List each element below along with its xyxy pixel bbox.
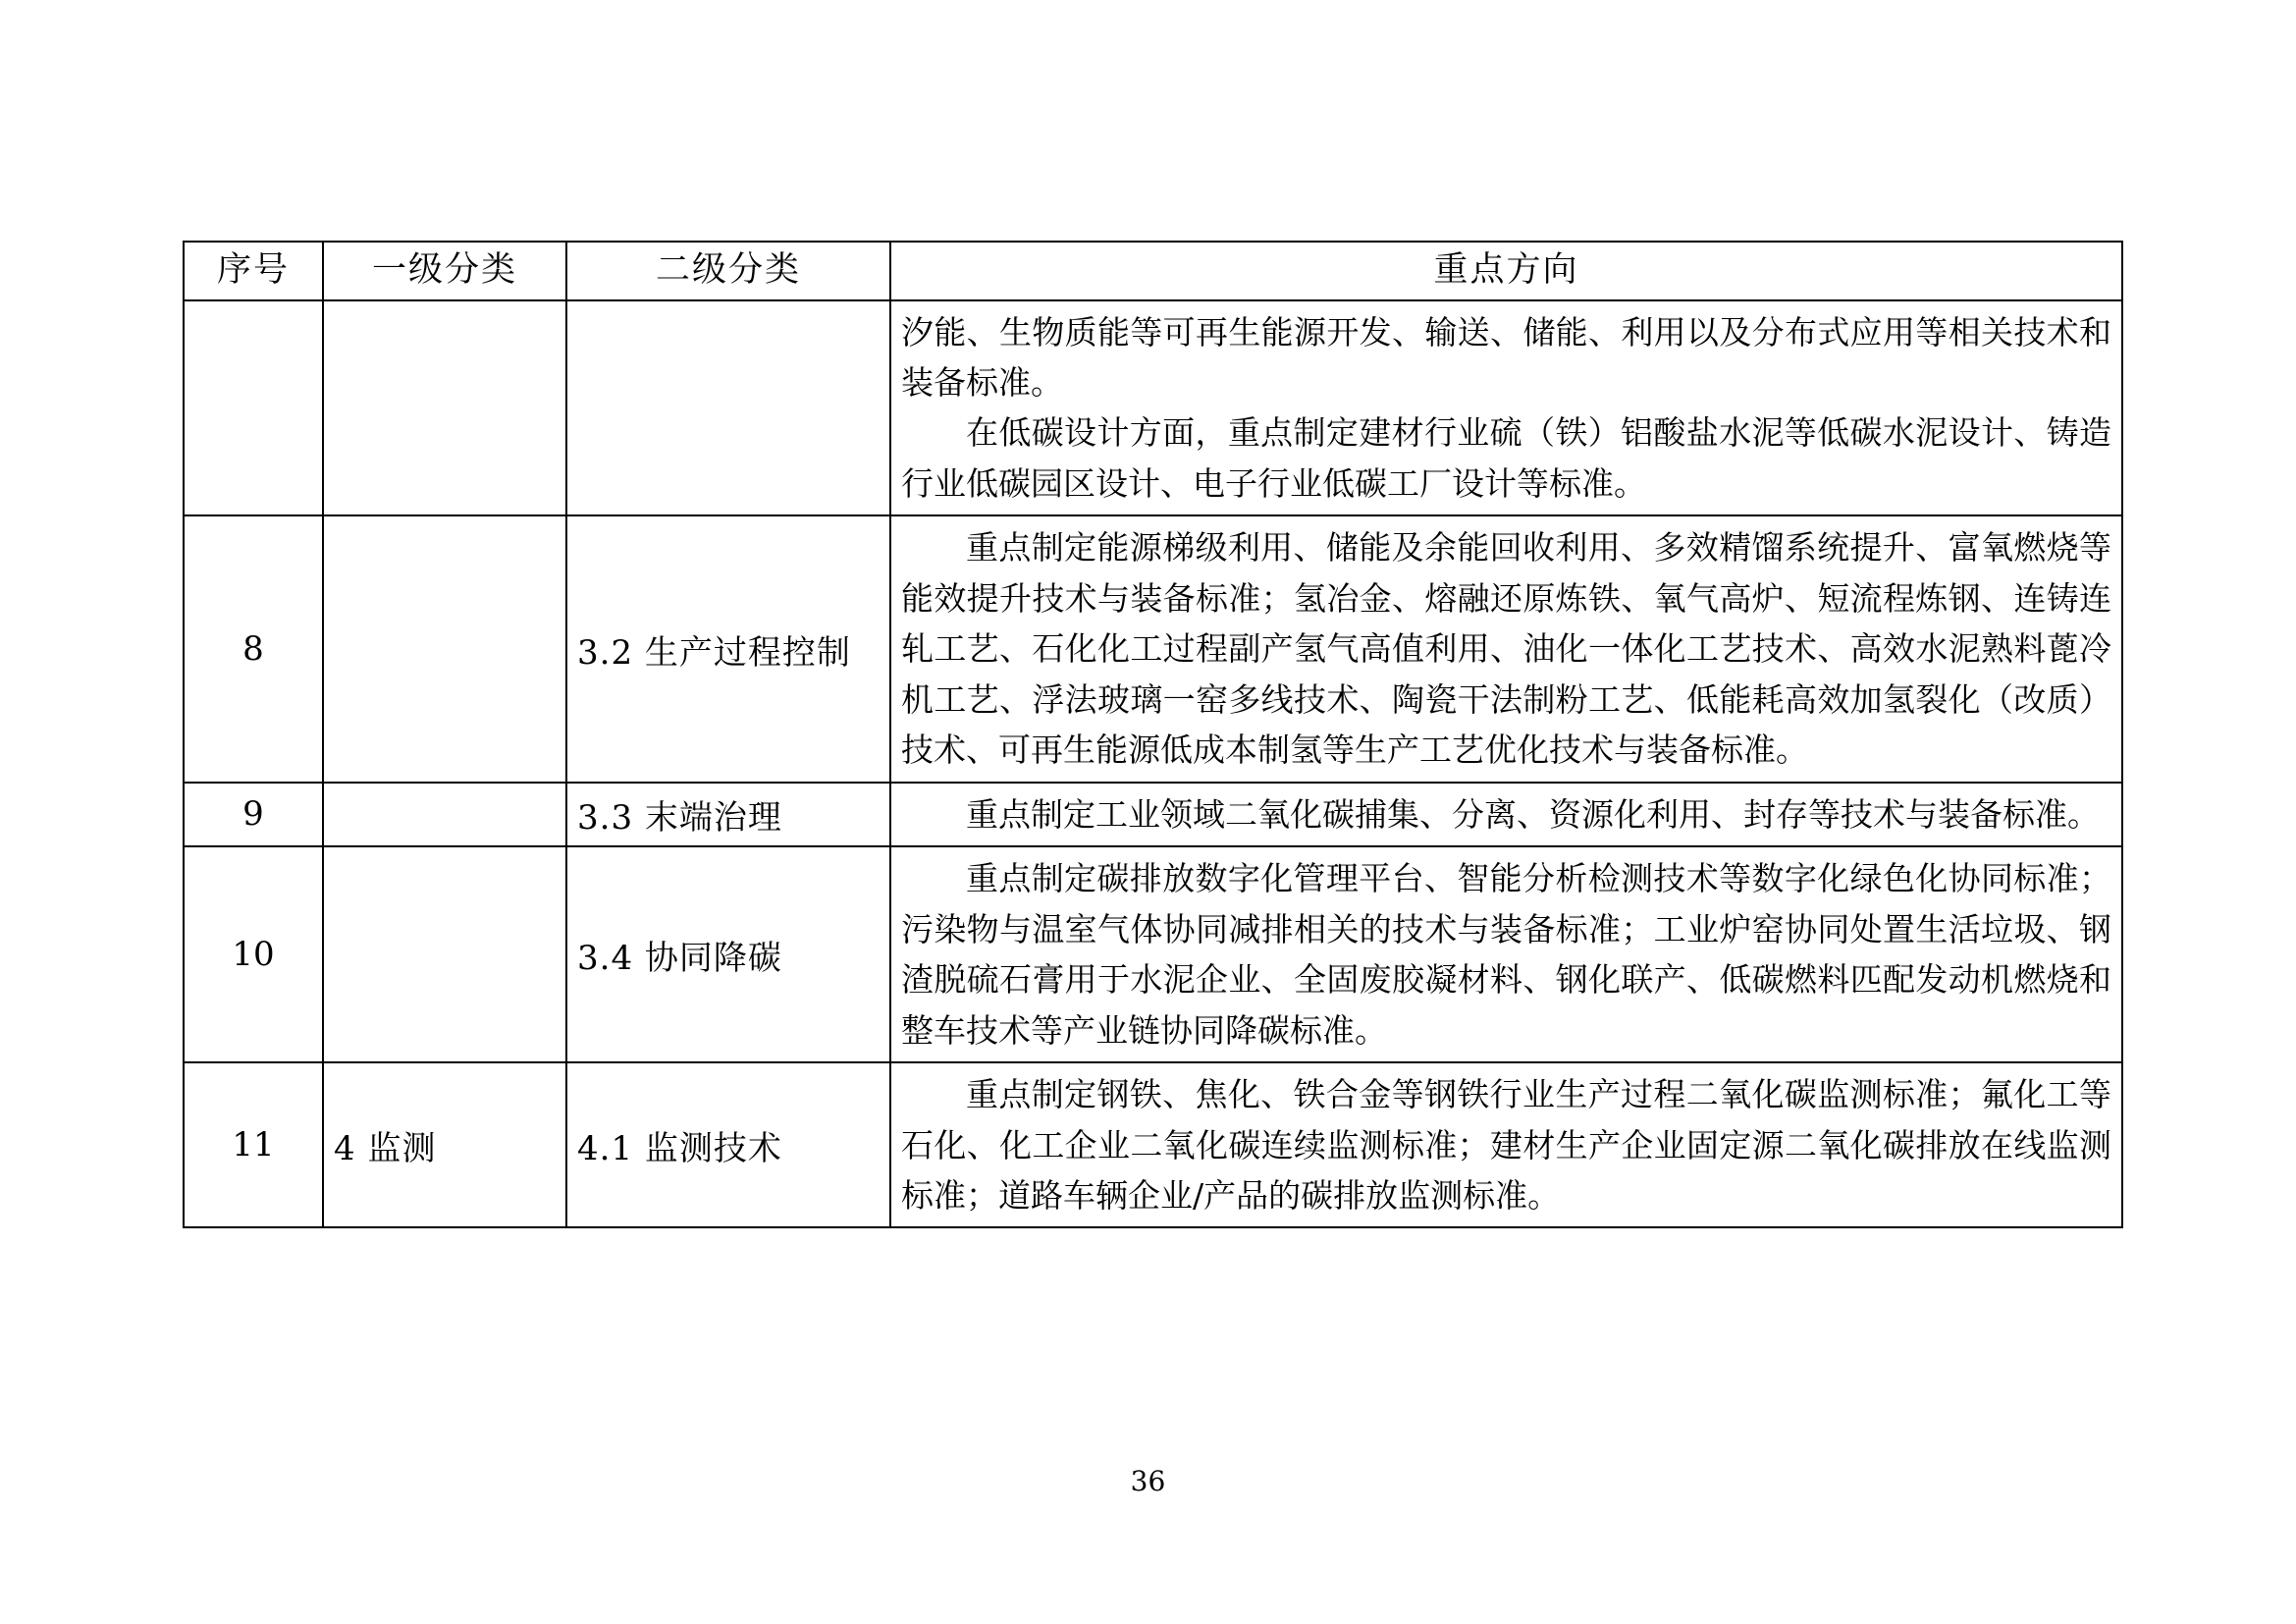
row-direction [890,515,2122,782]
row-number: 8 [184,515,323,782]
table-row [184,846,2122,1062]
row-level2: 3.4 协同降碳 [566,846,890,1062]
direction-paragraph: 重点制定能源梯级利用、储能及余能回收利用、多效精馏系统提升、富氧燃烧等能效提升技术与装备标准；氢冶金、熔融还原炼铁、氧气高炉、短流程炼钢、连铸连轧工艺、石化化工过程副产氢气高值利用、油化一体化工艺技术、高效水泥熟料蓖冷机工艺、浮法玻璃一窑多线技术、陶瓷干法制粉工艺、低能耗高效加氢裂化（改质）技术、可再生能源低成本制氢等生产工艺优化技术与装备标准。 [901,528,2111,770]
row-level1: 4 监测 [323,1062,566,1227]
row-number: 9 [184,783,323,846]
table-header-level1: 一级分类 [323,242,566,300]
direction-paragraph: 重点制定碳排放数字化管理平台、智能分析检测技术等数字化绿色化协同标准；污染物与温室气体协同减排相关的技术与装备标准；工业炉窑协同处置生活垃圾、钢渣脱硫石膏用于水泥企业、全固废胶凝材料、钢化联产、低碳燃料匹配发动机燃烧和整车技术等产业链协同降碳标准。 [901,859,2111,1050]
row-number: 11 [184,1062,323,1227]
row-level2: 4.1 监测技术 [566,1062,890,1227]
table-header-row [184,242,2122,300]
direction-paragraph: 汐能、生物质能等可再生能源开发、输送、储能、利用以及分布式应用等相关技术和装备标准。 [901,312,2111,402]
row-direction [890,300,2122,516]
table-row [184,300,2122,516]
row-level2: 3.3 末端治理 [566,783,890,846]
direction-paragraph: 重点制定钢铁、焦化、铁合金等钢铁行业生产过程二氧化碳监测标准；氟化工等石化、化工企业二氧化碳连续监测标准；建材生产企业固定源二氧化碳排放在线监测标准；道路车辆企业/产品的碳排放监测标准。 [901,1075,2111,1215]
table-header-direction: 重点方向 [890,242,2122,300]
row-direction [890,783,2122,846]
row-level1 [323,783,566,846]
standards-table [183,241,2123,1228]
row-number: 10 [184,846,323,1062]
row-level1 [323,846,566,1062]
direction-paragraph: 重点制定工业领域二氧化碳捕集、分离、资源化利用、封存等技术与装备标准。 [966,794,2100,834]
row-level2: 3.2 生产过程控制 [566,515,890,782]
row-level2 [566,300,890,516]
row-direction [890,1062,2122,1227]
row-direction [890,846,2122,1062]
row-number [184,300,323,516]
direction-paragraph: 在低碳设计方面，重点制定建材行业硫（铁）铝酸盐水泥等低碳水泥设计、铸造行业低碳园区设计、电子行业低碳工厂设计等标准。 [901,413,2111,503]
row-level1 [323,515,566,782]
standards-table-container [183,241,2121,1228]
table-header-num: 序号 [184,242,323,300]
table-row [184,1062,2122,1227]
page-number: 36 [1130,1465,1166,1497]
table-row [184,783,2122,846]
table-header-level2: 二级分类 [566,242,890,300]
row-level1 [323,300,566,516]
table-row [184,515,2122,782]
